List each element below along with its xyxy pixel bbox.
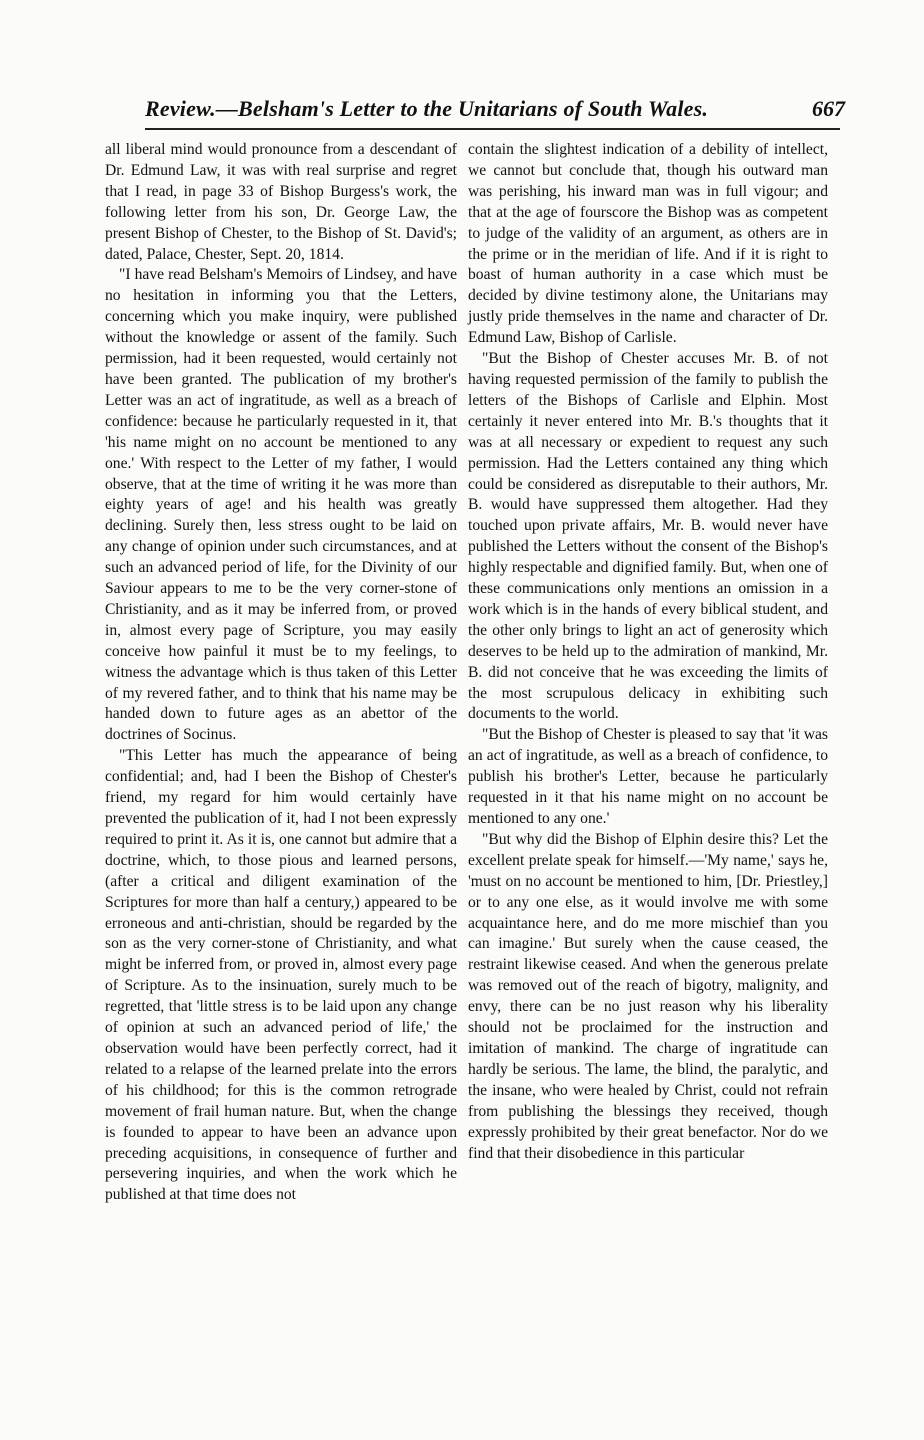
paragraph: all liberal mind would pronounce from a descendant of Dr. Edmund Law, it was with real surprise and regret that I read, in page 33 of Bishop Burgess's work, the following letter from his son, Dr. George Law, the present Bishop of Chester, to the Bishop of St. David's; dated, Palace, Chester, Sept. 20, 1814. <box>105 141 457 263</box>
paragraph: contain the slightest indication of a debility of intellect, we cannot but conclude that, though his outward man was perishing, his inward man was in full vigour; and that at the age of fourscore the Bishop was as competent to judge of the validity of an argument, as others are in the prime or in the meridian of life. And if it is right to boast of human authority in a case which must be decided by divine testimony alone, the Unitarians may justly pride themselves in the name and character of Dr. Edmund Law, Bishop of Carlisle. <box>468 141 828 347</box>
left-column <box>105 140 457 1206</box>
right-column <box>468 140 828 1164</box>
paragraph: "But the Bishop of Chester is pleased to say that 'it was an act of ingratitude, as well as a breach of confidence, to publish his brother's Letter, because he particularly requested in it that his name might on no account be mentioned to any one.' <box>468 726 828 827</box>
paragraph: "But the Bishop of Chester accuses Mr. B. of not having requested permission of the family to publish the letters of the Bishops of Carlisle and Elphin. Most certainly it never entered into Mr. B.'s thoughts that it was at all necessary or expedient to request any such permission. Had the Letters contained any thing which could be considered as disreputable to their authors, Mr. B. would have suppressed them altogether. Had they touched upon private affairs, Mr. B. would never have published the Letters without the consent of the Bishop's highly respectable and dignified family. But, when one of these communications only mentions an omission in a work which is in the hands of every biblical student, and the other only brings to light an act of generosity which deserves to be held up to the admiration of mankind, Mr. B. did not conceive that he was exceeding the limits of the most scrupulous delicacy in exhibiting such documents to the world. <box>468 350 828 723</box>
paragraph: "This Letter has much the appearance of being confidential; and, had I been the Bishop of Chester's friend, my regard for him would certainly have prevented the publication of it, had I not been expressly required to print it. As it is, one cannot but admire that a doctrine, which, to those pious and learned persons, (after a critical and diligent examination of the Scriptures for more than half a century,) appeared to be erroneous and anti-christian, should be regarded by the son as the very corner-stone of Christianity, and what might be inferred from, or proved in, almost every page of Scripture. As to the insinuation, surely much to be regretted, that 'little stress is to be laid upon any change of opinion at such an advanced period of life,' the observation would have been perfectly correct, had it related to a relapse of the learned prelate into the errors of his childhood; for this is the common retrograde movement of frail human nature. But, when the change is founded to appear to have been an advance upon preceding acquisitions, in consequence of further and persevering inquiries, and when the work which he published at that time does not <box>105 747 457 1204</box>
running-head: Review.—Belsham's Letter to the Unitarians of South Wales. <box>145 96 709 121</box>
paragraph: "I have read Belsham's Memoirs of Lindsey, and have no hesitation in informing you that the Letters, concerning which you make inquiry, were published without the knowledge or assent of the family. Such permission, had it been requested, would certainly not have been granted. The publication of my brother's Letter was an act of ingratitude, as well as a breach of confidence: because he particularly requested in it, that 'his name might on no account be mentioned to any one.' With respect to the Letter of my father, I would observe, that at the time of writing it he was more than eighty years of age! and his health was greatly declining. Surely then, less stress ought to be laid on any change of opinion under such circumstances, and at such an advanced period of life, for the Divinity of our Saviour appears to me to be the very corner-stone of Christianity, and as it may be inferred from, or proved in, almost every page of Scripture, you may easily conceive how painful it must be to my feelings, to witness the advantage which is thus taken of this Letter of my revered father, and to think that his name may be handed down to future ages as an abettor of the doctrines of Socinus. <box>105 266 457 744</box>
page-header <box>145 96 845 130</box>
page-number: 667 <box>812 96 845 121</box>
paragraph: "But why did the Bishop of Elphin desire this? Let the excellent prelate speak for himself.—'My name,' says he, 'must on no account be mentioned to him, [Dr. Priestley,] or to any one else, as it would involve me with some acquaintance here, and do me more mischief than you can imagine.' But surely when the cause ceased, the restraint likewise ceased. And when the generous prelate was removed out of the reach of bigotry, malignity, and envy, there can be no just reason why his liberality should not be proclaimed for the instruction and imitation of mankind. The charge of ingratitude can hardly be serious. The lame, the blind, the paralytic, and the insane, who were healed by Christ, could not refrain from publishing the blessings they received, though expressly prohibited by their great benefactor. Nor do we find that their disobedience in this particular <box>468 830 828 1162</box>
header-rule <box>145 128 840 130</box>
